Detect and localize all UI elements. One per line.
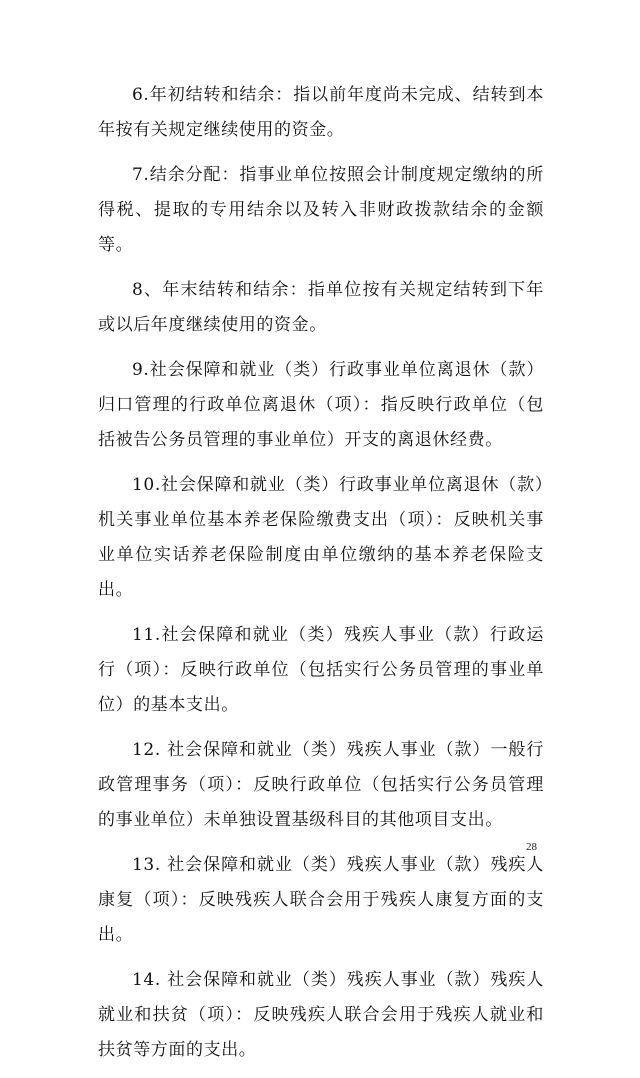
paragraph-item-13: 13. 社会保障和就业（类）残疾人事业（款）残疾人康复（项）：反映残疾人联合会用于残疾人康复方面的支出。 — [98, 855, 544, 945]
paragraph-item-6: 6.年初结转和结余：指以前年度尚未完成、结转到本年按有关规定继续使用的资金。 — [98, 85, 544, 140]
paragraph-item-12: 12. 社会保障和就业（类）残疾人事业（款）一般行政管理事务（项）：反映行政单位（包括实行公务员管理的事业单位）未单独设置基级科目的其他项目支出。 — [98, 740, 544, 830]
paragraph-item-10: 10.社会保障和就业（类）行政事业单位离退休（款）机关事业单位基本养老保险缴费支出（项）：反映机关事业单位实话养老保险制度由单位缴纳的基本养老保险支出。 — [98, 475, 544, 600]
page-number: 28 — [526, 841, 537, 853]
paragraph-item-14: 14. 社会保障和就业（类）残疾人事业（款）残疾人就业和扶贫（项）：反映残疾人联合会用于残疾人就业和扶贫等方面的支出。 — [98, 970, 544, 1060]
document-body — [98, 78, 544, 1078]
paragraph-item-8: 8、年末结转和结余：指单位按有关规定结转到下年或以后年度继续使用的资金。 — [98, 280, 544, 335]
paragraph-item-11: 11.社会保障和就业（类）残疾人事业（款）行政运行（项）：反映行政单位（包括实行公务员管理的事业单位）的基本支出。 — [98, 625, 544, 715]
paragraph-item-9: 9.社会保障和就业（类）行政事业单位离退休（款）归口管理的行政单位离退休（项）：指反映行政单位（包括被告公务员管理的事业单位）开支的离退休经费。 — [98, 360, 544, 450]
paragraph-item-7: 7.结余分配：指事业单位按照会计制度规定缴纳的所得税、提取的专用结余以及转入非财政拨款结余的金额等。 — [98, 165, 544, 255]
